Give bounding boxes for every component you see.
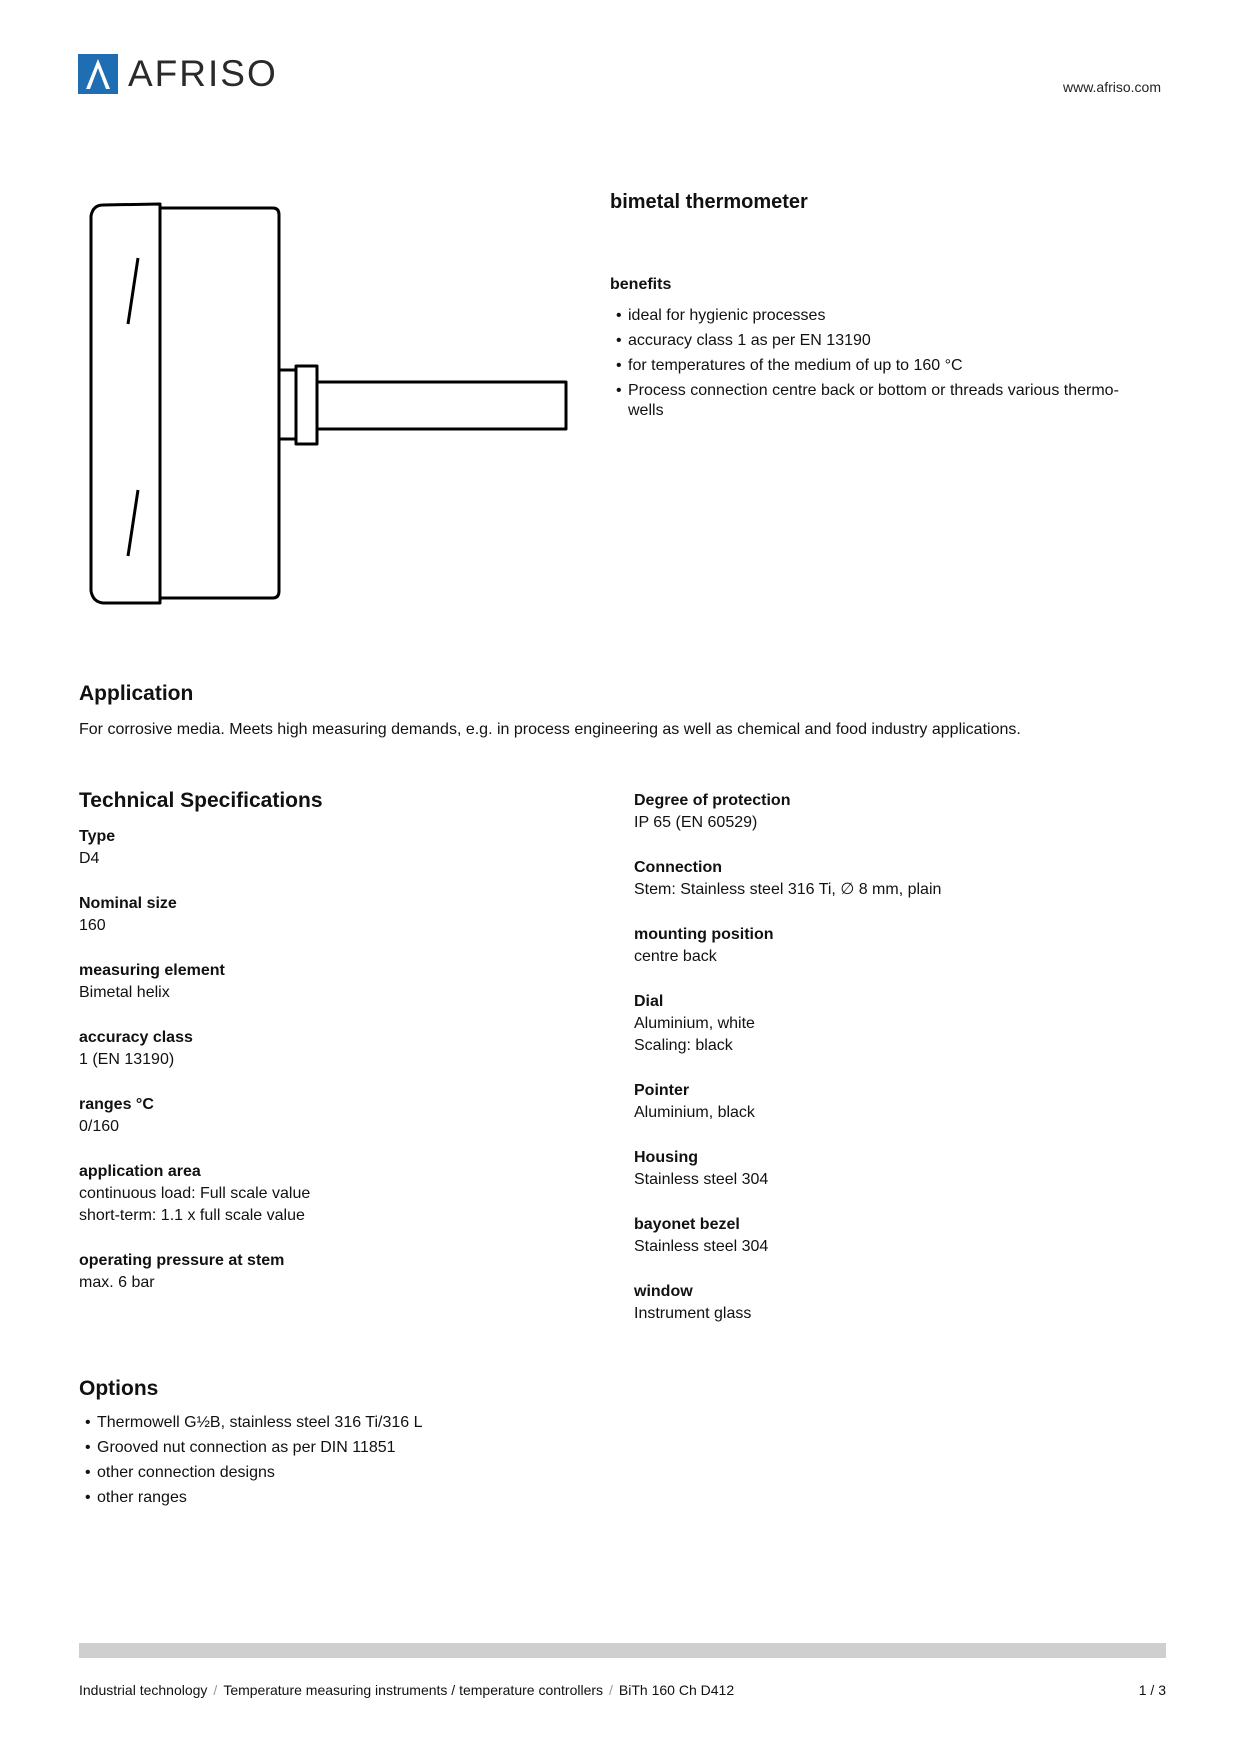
- spec-label: Pointer: [634, 1082, 690, 1099]
- spec-value: 160: [79, 917, 106, 934]
- options-list: [79, 1413, 779, 1513]
- spec-accuracy-class: [79, 1027, 559, 1071]
- breadcrumb-separator: /: [213, 1682, 218, 1698]
- spec-application-area: [79, 1161, 559, 1227]
- thermometer-side-view-drawing-icon: [86, 198, 586, 616]
- afriso-logo-icon: [78, 54, 118, 94]
- spec-value: D4: [79, 850, 100, 867]
- spec-label: ranges °C: [79, 1096, 154, 1113]
- option-item: • Grooved nut connection as per DIN 11851: [79, 1438, 779, 1458]
- spec-mounting-position: [634, 924, 1114, 968]
- spec-value: Instrument glass: [634, 1305, 752, 1322]
- spec-value: Aluminium, white: [634, 1015, 755, 1032]
- option-item: • Thermowell G½B, stainless steel 316 Ti/316 L: [79, 1413, 779, 1433]
- spec-value: continuous load: Full scale value: [79, 1185, 311, 1202]
- spec-dial: [634, 991, 1114, 1057]
- spec-value: Scaling: black: [634, 1037, 733, 1054]
- spec-type: [79, 826, 559, 870]
- spec-label: measuring element: [79, 962, 225, 979]
- application-text: For corrosive media. Meets high measuring demands, e.g. in process engineering as well as chemical and food industry applications.: [79, 721, 1021, 738]
- breadcrumb-item: BiTh 160 Ch D412: [618, 1682, 735, 1698]
- benefits-list: [610, 306, 1150, 426]
- spec-label: Type: [79, 828, 116, 845]
- spec-value: Stainless steel 304: [634, 1238, 769, 1255]
- spec-value: centre back: [634, 948, 717, 965]
- application-heading: Application: [79, 682, 194, 705]
- spec-column-right: [634, 790, 1114, 1348]
- spec-value: Bimetal helix: [79, 984, 170, 1001]
- spec-label: window: [634, 1283, 693, 1300]
- spec-label: Connection: [634, 859, 722, 876]
- spec-label: mounting position: [634, 926, 774, 943]
- spec-value: Stainless steel 304: [634, 1171, 769, 1188]
- benefit-item: • for temperatures of the medium of up to 160 °C: [610, 356, 1150, 376]
- spec-window: [634, 1281, 1114, 1325]
- footer-divider-bar: [79, 1643, 1166, 1658]
- spec-label: Dial: [634, 993, 664, 1010]
- afriso-logo: [78, 54, 278, 94]
- spec-measuring-element: [79, 960, 559, 1004]
- options-heading: Options: [79, 1377, 159, 1400]
- benefits-heading: benefits: [610, 276, 672, 293]
- spec-label: accuracy class: [79, 1029, 193, 1046]
- option-item: • other connection designs: [79, 1463, 779, 1483]
- spec-label: Nominal size: [79, 895, 177, 912]
- spec-value: IP 65 (EN 60529): [634, 814, 758, 831]
- spec-ranges: [79, 1094, 559, 1138]
- product-title: bimetal thermometer: [610, 191, 808, 213]
- spec-operating-pressure: [79, 1250, 559, 1294]
- spec-label: application area: [79, 1163, 201, 1180]
- spec-pointer: [634, 1080, 1114, 1124]
- spec-label: bayonet bezel: [634, 1216, 740, 1233]
- technical-specifications-heading: Technical Specifications: [79, 789, 323, 812]
- spec-column-left: [79, 826, 559, 1317]
- option-item: • other ranges: [79, 1488, 779, 1508]
- benefit-item: • Process connection centre back or bottom or threads various thermo-wells: [610, 381, 1150, 421]
- spec-value: max. 6 bar: [79, 1274, 155, 1291]
- spec-label: Degree of protection: [634, 792, 791, 809]
- spec-value: 0/160: [79, 1118, 120, 1135]
- breadcrumb-item: Industrial technology: [79, 1682, 208, 1698]
- spec-label: operating pressure at stem: [79, 1252, 285, 1269]
- breadcrumb-separator: /: [609, 1682, 613, 1698]
- spec-housing: [634, 1147, 1114, 1191]
- spec-value: short-term: 1.1 x full scale value: [79, 1207, 305, 1224]
- spec-degree-of-protection: [634, 790, 1114, 834]
- spec-value: Stem: Stainless steel 316 Ti, ∅ 8 mm, plain: [634, 881, 942, 898]
- breadcrumb-item: Temperature measuring instruments / temperature controllers: [223, 1682, 604, 1698]
- brand-name: AFRISO: [128, 53, 278, 94]
- spec-nominal-size: [79, 893, 559, 937]
- spec-value: 1 (EN 13190): [79, 1051, 175, 1068]
- spec-value: Aluminium, black: [634, 1104, 755, 1121]
- benefit-item: • ideal for hygienic processes: [610, 306, 1150, 326]
- page-number: 1 / 3: [1138, 1682, 1166, 1698]
- spec-bayonet-bezel: [634, 1214, 1114, 1258]
- website-link[interactable]: www.afriso.com: [1062, 79, 1161, 95]
- footer-breadcrumb: [79, 1682, 734, 1698]
- spec-label: Housing: [634, 1149, 698, 1166]
- benefit-item: • accuracy class 1 as per EN 13190: [610, 331, 1150, 351]
- spec-connection: [634, 857, 1114, 901]
